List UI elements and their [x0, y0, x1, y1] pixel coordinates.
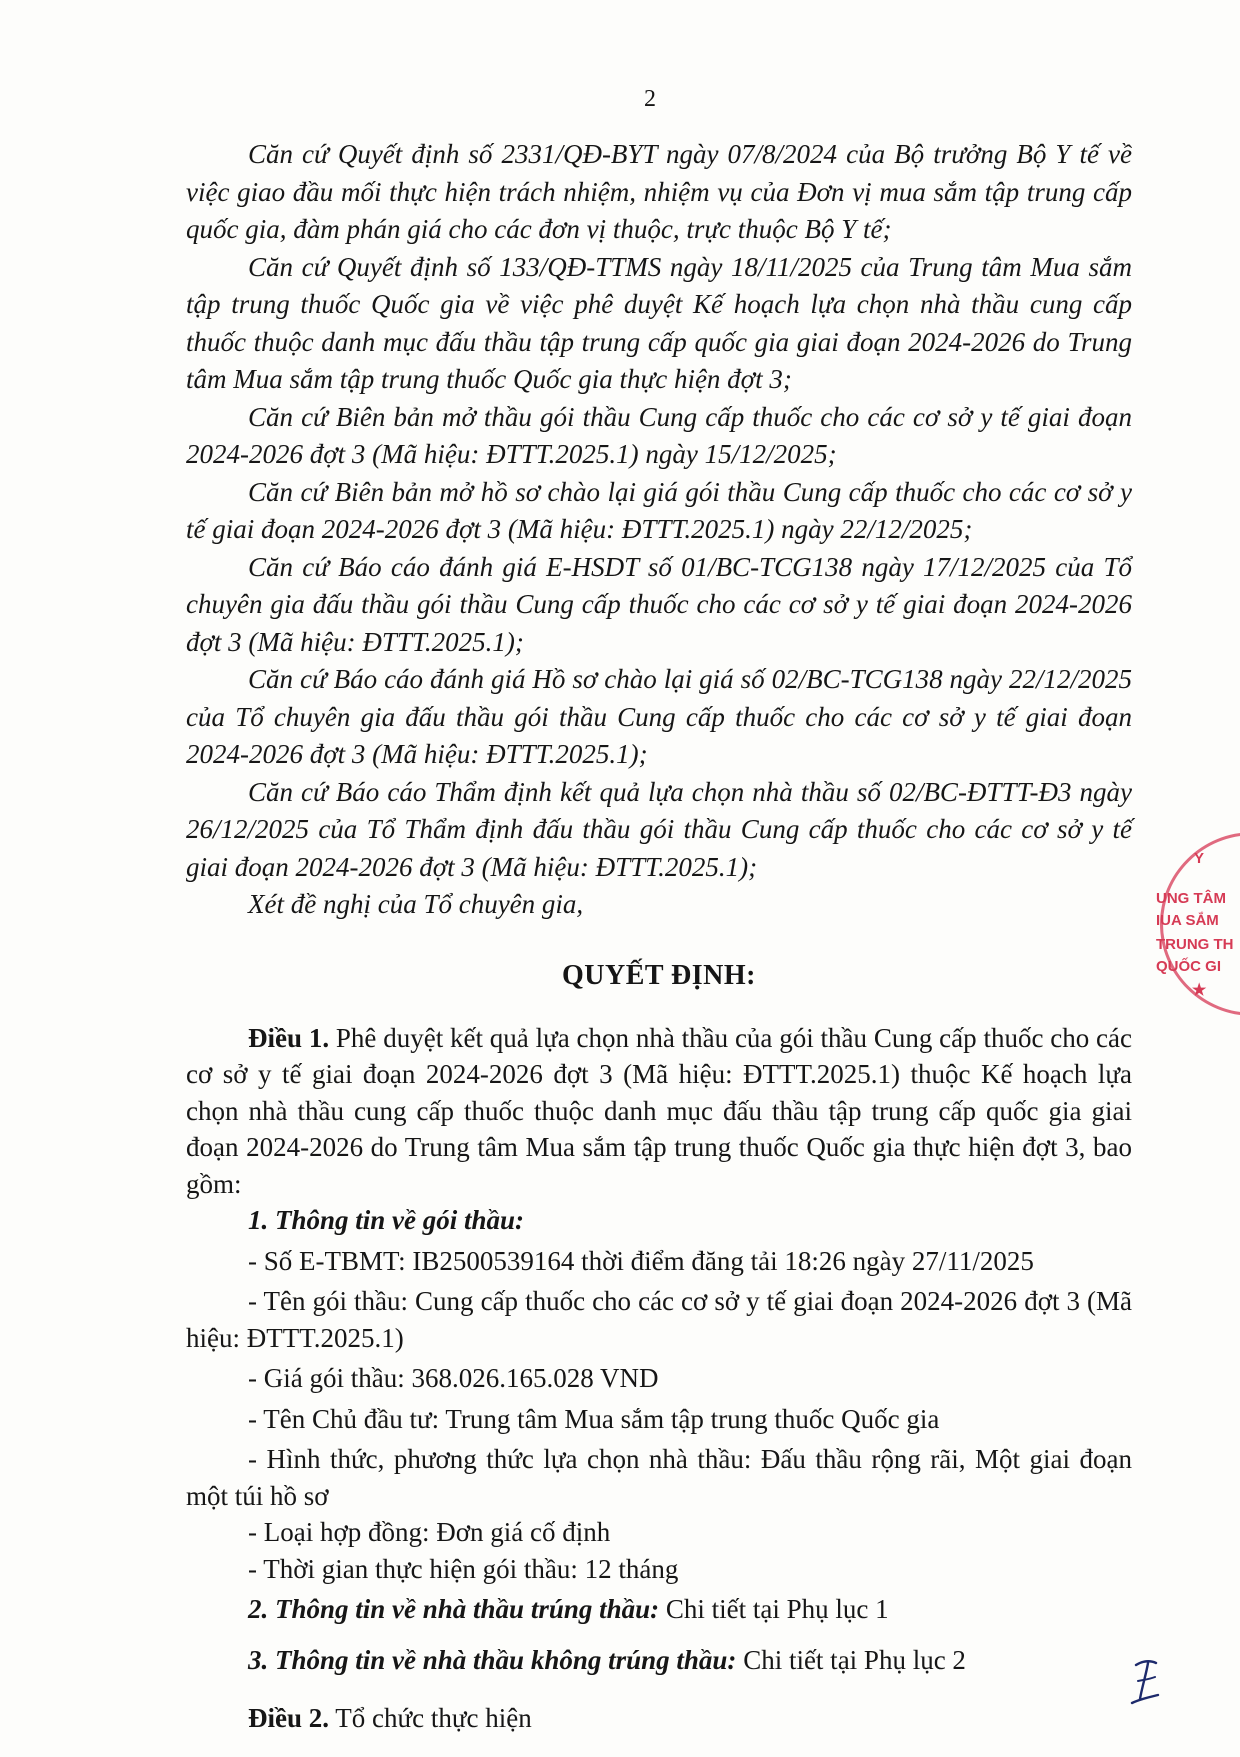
article-2-label: Điều 2.	[248, 1703, 329, 1733]
preamble-paragraph: Căn cứ Biên bản mở hồ sơ chào lại giá gói thầu Cung cấp thuốc cho các cơ sở y tế giai đoạn 2024-2026 đợt 3 (Mã hiệu: ĐTTT.2025.1) ngày 22/12/2025;	[186, 476, 1132, 544]
preamble-paragraph: Căn cứ Báo cáo đánh giá Hồ sơ chào lại giá số 02/BC-TCG138 ngày 22/12/2025 của Tổ chuyên gia đấu thầu gói thầu Cung cấp thuốc cho các cơ sở y tế giai đoạn 2024-2026 đợt 3 (Mã hiệu: ĐTTT.2025.1);	[186, 664, 1132, 769]
preamble-paragraph: Căn cứ Báo cáo đánh giá E-HSDT số 01/BC-TCG138 ngày 17/12/2025 của Tổ chuyên gia đấu thầu gói thầu Cung cấp thuốc cho các cơ sở y tế giai đoạn 2024-2026 đợt 3 (Mã hiệu: ĐTTT.2025.1);	[186, 551, 1132, 657]
list-item: - Thời gian thực hiện gói thầu: 12 tháng	[248, 1553, 679, 1584]
article-1-intro	[186, 1020, 1132, 1203]
preamble-paragraph: Xét đề nghị của Tổ chuyên gia,	[248, 889, 584, 919]
article-2	[186, 1700, 1132, 1738]
article-1-text: Phê duyệt kết quả lựa chọn nhà thầu của gói thầu Cung cấp thuốc cho các cơ sở y tế giai đoạn 2024-2026 đợt 3 (Mã hiệu: ĐTTT.2025.1) thuộc Kế hoạch lựa chọn nhà thầu cung cấp thuốc thuộc danh mục đấu thầu tập trung cấp quốc gia giai đoạn 2024-2026 do Trung tâm Mua sắm tập trung thuốc Quốc gia thực hiện đợt 3, bao gồm:	[186, 1022, 1133, 1199]
page-number: 2	[644, 86, 656, 112]
stamp-star-icon: ★	[1192, 982, 1207, 999]
stamp-text: Y	[1194, 850, 1205, 867]
stamp-text: IUA SẮM	[1156, 912, 1219, 929]
stamp-text: QUỐC GI	[1156, 958, 1222, 975]
list-item: - Tên gói thầu: Cung cấp thuốc cho các cơ sở y tế giai đoạn 2024-2026 đợt 3 (Mã hiệu: ĐTTT.2025.1)	[186, 1286, 1132, 1353]
list-item: - Giá gói thầu: 368.026.165.028 VND	[248, 1363, 659, 1393]
preamble-paragraph: Căn cứ Quyết định số 2331/QĐ-BYT ngày 07/8/2024 của Bộ trưởng Bộ Y tế về việc giao đầu mối thực hiện trách nhiệm, nhiệm vụ của Đơn vị mua sắm tập trung cấp quốc gia, đàm phán giá cho các đơn vị thuộc, trực thuộc Bộ Y tế;	[186, 139, 1132, 244]
official-stamp	[1150, 832, 1240, 1012]
section-2-title: 2. Thông tin về nhà thầu trúng thầu:	[248, 1594, 660, 1624]
stamp-text: UNG TÂM	[1156, 890, 1226, 907]
preamble-paragraph: Căn cứ Báo cáo Thẩm định kết quả lựa chọn nhà thầu số 02/BC-ĐTTT-Đ3 ngày 26/12/2025 của Tổ Thẩm định đấu thầu gói thầu Cung cấp thuốc cho các cơ sở y tế giai đoạn 2024-2026 đợt 3 (Mã hiệu: ĐTTT.2025.1);	[186, 776, 1132, 882]
list-item: - Số E-TBMT: IB2500539164 thời điểm đăng tải 18:26 ngày 27/11/2025	[248, 1245, 1034, 1276]
preamble-paragraph: Căn cứ Quyết định số 133/QĐ-TTMS ngày 18/11/2025 của Trung tâm Mua sắm tập trung thuốc Quốc gia về việc phê duyệt Kế hoạch lựa chọn nhà thầu cung cấp thuốc thuộc danh mục đấu thầu tập trung cấp quốc gia giai đoạn 2024-2026 do Trung tâm Mua sắm tập trung thuốc Quốc gia thực hiện đợt 3;	[186, 251, 1132, 394]
preamble-paragraph: Căn cứ Biên bản mở thầu gói thầu Cung cấp thuốc cho các cơ sở y tế giai đoạn 2024-2026 đợt 3 (Mã hiệu: ĐTTT.2025.1) ngày 15/12/2025;	[186, 401, 1132, 469]
article-1	[186, 1020, 1132, 1679]
stamp-text: TRUNG TH	[1156, 936, 1234, 953]
list-item: - Tên Chủ đầu tư: Trung tâm Mua sắm tập trung thuốc Quốc gia	[248, 1403, 940, 1434]
section-3-title: 3. Thông tin về nhà thầu không trúng thầu:	[248, 1644, 737, 1675]
signature-mark	[1128, 1655, 1162, 1711]
section-2-text: Chi tiết tại Phụ lục 1	[659, 1594, 889, 1624]
list-item: - Hình thức, phương thức lựa chọn nhà thầu: Đấu thầu rộng rãi, Một giai đoạn một túi hồ sơ	[186, 1444, 1132, 1511]
section-3	[186, 1642, 1132, 1679]
section-1-title: 1. Thông tin về gói thầu:	[248, 1205, 525, 1235]
article-2-text: Tổ chức thực hiện	[329, 1703, 532, 1733]
section-2	[186, 1591, 1132, 1628]
list-item: - Loại hợp đồng: Đơn giá cố định	[248, 1517, 611, 1547]
decision-heading: QUYẾT ĐỊNH:	[561, 959, 756, 991]
section-3-text: Chi tiết tại Phụ lục 2	[736, 1644, 966, 1675]
document-body	[186, 136, 1132, 1738]
article-1-label: Điều 1.	[248, 1022, 330, 1053]
